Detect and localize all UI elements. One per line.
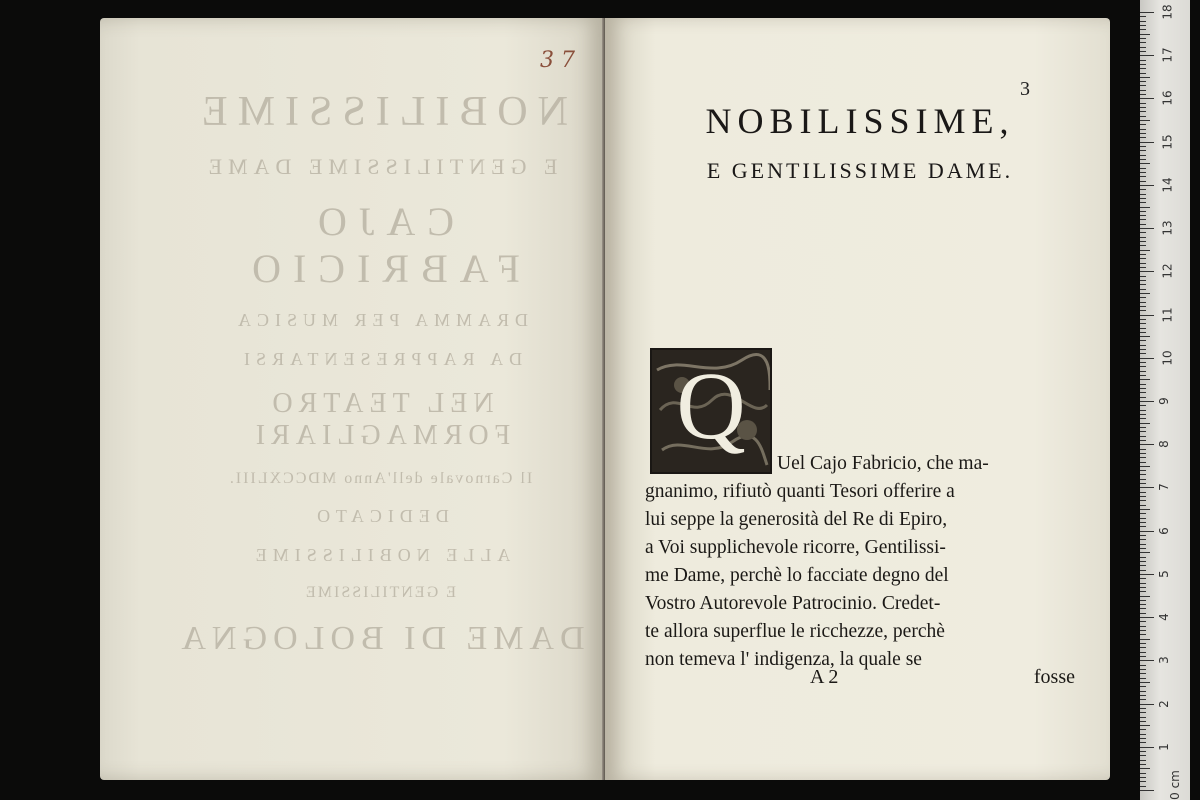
measurement-ruler bbox=[1140, 0, 1190, 800]
ghost-line: ALLE NOBILISSIME bbox=[249, 545, 511, 565]
ghost-line: DEDICATO bbox=[311, 506, 449, 526]
ruler-tick bbox=[1140, 656, 1146, 657]
ruler-tick bbox=[1140, 258, 1146, 259]
ruler-tick bbox=[1140, 738, 1146, 739]
ruler-tick bbox=[1140, 315, 1154, 316]
ruler-tick bbox=[1140, 708, 1146, 709]
ruler-tick bbox=[1140, 302, 1146, 303]
ruler-tick bbox=[1140, 211, 1146, 212]
ruler-tick bbox=[1140, 271, 1154, 272]
ruler-tick bbox=[1140, 583, 1146, 584]
ghost-line: DA RAPPRESENTARSI bbox=[237, 349, 523, 369]
ruler-number: 16 bbox=[1160, 90, 1175, 107]
ghost-line: NOBILISSIME bbox=[192, 89, 569, 135]
ruler-number: 1 bbox=[1156, 742, 1171, 751]
ruler-tick bbox=[1140, 544, 1146, 545]
ruler-tick bbox=[1140, 466, 1150, 467]
ruler-unit-label: 0 cm bbox=[1167, 770, 1182, 800]
ruler-tick bbox=[1140, 509, 1150, 510]
ruler-tick bbox=[1140, 202, 1146, 203]
ruler-tick bbox=[1140, 397, 1146, 398]
catchword: fosse bbox=[1033, 666, 1075, 688]
ruler-number: 15 bbox=[1160, 134, 1175, 150]
ruler-number: 14 bbox=[1160, 177, 1175, 193]
ruler-tick bbox=[1140, 280, 1146, 281]
ruler-tick bbox=[1140, 790, 1154, 791]
ruler-tick bbox=[1140, 21, 1146, 22]
ruler-number: 4 bbox=[1156, 613, 1171, 621]
dedication-heading: NOBILISSIME, bbox=[705, 101, 1015, 141]
ruler-tick bbox=[1140, 768, 1150, 769]
ruler-tick bbox=[1140, 604, 1146, 605]
ruler-tick bbox=[1140, 721, 1146, 722]
ruler-tick bbox=[1140, 176, 1146, 177]
initial-letter: Q bbox=[676, 352, 746, 459]
ruler-tick bbox=[1140, 155, 1146, 156]
ruler-tick bbox=[1140, 55, 1154, 56]
signature-mark: A 2 bbox=[810, 666, 839, 688]
ruler-tick bbox=[1140, 245, 1146, 246]
ruler-tick bbox=[1140, 185, 1154, 186]
ruler-tick bbox=[1140, 608, 1146, 609]
ruler-tick bbox=[1140, 137, 1146, 138]
ruler-tick bbox=[1140, 107, 1146, 108]
ruler-tick bbox=[1140, 181, 1146, 182]
ruler-number: 3 bbox=[1156, 656, 1171, 665]
ruler-number: 9 bbox=[1156, 397, 1171, 405]
ruler-tick bbox=[1140, 712, 1146, 713]
ghost-line: E GENTILISSIME DAME bbox=[202, 154, 558, 179]
ruler-number: 2 bbox=[1156, 699, 1171, 708]
ruler-tick bbox=[1140, 492, 1146, 493]
ruler-tick bbox=[1140, 431, 1146, 432]
ruler-tick bbox=[1140, 116, 1146, 117]
ruler-tick bbox=[1140, 596, 1150, 597]
ruler-tick bbox=[1140, 729, 1146, 730]
ruler-tick bbox=[1140, 345, 1146, 346]
ruler-tick bbox=[1140, 120, 1150, 121]
ruler-tick bbox=[1140, 38, 1146, 39]
ruler-tick bbox=[1140, 207, 1150, 208]
ruler-tick bbox=[1140, 51, 1146, 52]
ruler-tick bbox=[1140, 189, 1146, 190]
ruler-tick bbox=[1140, 557, 1146, 558]
body-line: me Dame, perchè lo facciate degno del bbox=[645, 565, 949, 586]
ruler-tick bbox=[1140, 634, 1146, 635]
ruler-tick bbox=[1140, 673, 1146, 674]
ruler-tick bbox=[1140, 578, 1146, 579]
ruler-tick bbox=[1140, 686, 1146, 687]
ruler-tick bbox=[1140, 150, 1146, 151]
dedication-subheading: E GENTILISSIME DAME. bbox=[706, 158, 1014, 183]
ruler-tick bbox=[1140, 73, 1146, 74]
ruler-tick bbox=[1140, 548, 1146, 549]
ruler-tick bbox=[1140, 691, 1146, 692]
ruler-tick bbox=[1140, 613, 1146, 614]
ruler-tick bbox=[1140, 410, 1146, 411]
ruler-tick bbox=[1140, 479, 1146, 480]
ruler-tick bbox=[1140, 639, 1150, 640]
ruler-tick bbox=[1140, 591, 1146, 592]
ruler-tick bbox=[1140, 332, 1146, 333]
ruler-tick bbox=[1140, 695, 1146, 696]
ruler-tick bbox=[1140, 699, 1146, 700]
ruler-tick bbox=[1140, 423, 1150, 424]
ruler-tick bbox=[1140, 228, 1154, 229]
ruler-number: 13 bbox=[1160, 220, 1175, 236]
ruler-tick bbox=[1140, 539, 1146, 540]
ruler-tick bbox=[1140, 660, 1154, 661]
ruler-tick bbox=[1140, 418, 1146, 419]
ruler-tick bbox=[1140, 483, 1146, 484]
ruler-tick bbox=[1140, 34, 1150, 35]
ruler-tick bbox=[1140, 64, 1146, 65]
ruler-tick bbox=[1140, 617, 1154, 618]
ruler-tick bbox=[1140, 522, 1146, 523]
ruler-tick bbox=[1140, 362, 1146, 363]
left-page bbox=[100, 18, 605, 780]
ruler-tick bbox=[1140, 232, 1146, 233]
body-line: gnanimo, rifiutò quanti Tesori offerire a bbox=[645, 481, 955, 502]
ruler-tick bbox=[1140, 643, 1146, 644]
ruler-tick bbox=[1140, 133, 1146, 134]
ruler-tick bbox=[1140, 284, 1146, 285]
ruler-tick bbox=[1140, 470, 1146, 471]
ruler-tick bbox=[1140, 310, 1146, 311]
ruler-tick bbox=[1140, 384, 1146, 385]
ruler-tick bbox=[1140, 81, 1146, 82]
ruler-tick bbox=[1140, 124, 1146, 125]
ruler-tick bbox=[1140, 16, 1146, 17]
body-line: a Voi supplichevole ricorre, Gentilissi- bbox=[645, 537, 946, 558]
ruler-tick bbox=[1140, 12, 1154, 13]
ruler-tick bbox=[1140, 600, 1146, 601]
ruler-tick bbox=[1140, 47, 1146, 48]
ruler-number: 5 bbox=[1156, 570, 1171, 578]
ruler-tick bbox=[1140, 250, 1150, 251]
ghost-line: DRAMMA PER MUSICA bbox=[231, 310, 529, 330]
dedication-body bbox=[645, 450, 1085, 674]
ruler-number: 7 bbox=[1156, 483, 1171, 492]
ruler-tick bbox=[1140, 652, 1146, 653]
ruler-tick bbox=[1140, 90, 1146, 91]
ruler-tick bbox=[1140, 786, 1146, 787]
ruler-tick bbox=[1140, 142, 1154, 143]
ruler-tick bbox=[1140, 323, 1146, 324]
ruler-tick bbox=[1140, 462, 1146, 463]
ruler-tick bbox=[1140, 129, 1146, 130]
ruler-tick bbox=[1140, 682, 1150, 683]
ruler-tick bbox=[1140, 297, 1146, 298]
ruler-number: 10 bbox=[1160, 350, 1175, 366]
ruler-tick bbox=[1140, 289, 1146, 290]
ruler-tick bbox=[1140, 436, 1146, 437]
ruler-tick bbox=[1140, 371, 1146, 372]
ruler-tick bbox=[1140, 552, 1150, 553]
ruler-tick bbox=[1140, 267, 1146, 268]
ruler-tick bbox=[1140, 77, 1150, 78]
ruler-tick bbox=[1140, 103, 1146, 104]
ruler-tick bbox=[1140, 444, 1154, 445]
ruler-tick bbox=[1140, 379, 1150, 380]
ruler-tick bbox=[1140, 647, 1146, 648]
ruler-tick bbox=[1140, 68, 1146, 69]
ruler-tick bbox=[1140, 276, 1146, 277]
ruler-tick bbox=[1140, 375, 1146, 376]
ruler-number: 17 bbox=[1160, 47, 1175, 63]
ruler-tick bbox=[1140, 513, 1146, 514]
ruler-tick bbox=[1140, 366, 1146, 367]
ruler-tick bbox=[1140, 665, 1146, 666]
ruler-tick bbox=[1140, 94, 1146, 95]
ruler-tick bbox=[1140, 85, 1146, 86]
ruler-tick bbox=[1140, 535, 1146, 536]
ruler-tick bbox=[1140, 747, 1154, 748]
body-line: Vostro Autorevole Patrocinio. Credet- bbox=[645, 593, 941, 614]
ruler-tick bbox=[1140, 349, 1146, 350]
ruler-number: 11 bbox=[1160, 306, 1175, 323]
ruler-tick bbox=[1140, 621, 1146, 622]
ruler-tick bbox=[1140, 453, 1146, 454]
body-line: non temeva l' indigenza, la quale se bbox=[645, 649, 922, 670]
ruler-tick bbox=[1140, 630, 1146, 631]
ruler-tick bbox=[1140, 219, 1146, 220]
ruler-number: 6 bbox=[1156, 526, 1171, 535]
ruler-tick bbox=[1140, 414, 1146, 415]
ruler-tick bbox=[1140, 163, 1150, 164]
page-number: 3 bbox=[1020, 78, 1030, 100]
ruler-tick bbox=[1140, 392, 1146, 393]
ruler-tick bbox=[1140, 198, 1146, 199]
ghost-line: E GENTILISSIME bbox=[304, 584, 456, 601]
ruler-tick bbox=[1140, 457, 1146, 458]
ruler-tick bbox=[1140, 755, 1146, 756]
ghost-line: NEL TEATRO FORMAGLIARI bbox=[249, 388, 511, 451]
ruler-tick bbox=[1140, 388, 1146, 389]
body-line: lui seppe la generosità del Re di Epiro, bbox=[645, 509, 948, 530]
ruler-tick bbox=[1140, 500, 1146, 501]
ruler-tick bbox=[1140, 328, 1146, 329]
ruler-tick bbox=[1140, 224, 1146, 225]
ruler-tick bbox=[1140, 353, 1146, 354]
ruler-tick bbox=[1140, 574, 1154, 575]
ruler-tick bbox=[1140, 60, 1146, 61]
ruler-tick bbox=[1140, 241, 1146, 242]
ruler-tick bbox=[1140, 98, 1154, 99]
ruler-number: 12 bbox=[1160, 263, 1175, 279]
ruler-tick bbox=[1140, 678, 1146, 679]
ruler-tick bbox=[1140, 764, 1146, 765]
ruler-tick bbox=[1140, 487, 1154, 488]
ruler-tick bbox=[1140, 172, 1146, 173]
ruler-tick bbox=[1140, 717, 1146, 718]
show-through-title-page bbox=[170, 88, 590, 676]
ruler-number: 8 bbox=[1156, 440, 1171, 449]
ruler-tick bbox=[1140, 427, 1146, 428]
ruler-tick bbox=[1140, 29, 1146, 30]
ruler-tick bbox=[1140, 626, 1146, 627]
ruler-tick bbox=[1140, 215, 1146, 216]
ruler-tick bbox=[1140, 449, 1146, 450]
ruler-tick bbox=[1140, 760, 1146, 761]
ruler-tick bbox=[1140, 669, 1146, 670]
ruler-tick bbox=[1140, 781, 1146, 782]
ruler-tick bbox=[1140, 773, 1146, 774]
ruler-tick bbox=[1140, 526, 1146, 527]
ruler-tick bbox=[1140, 340, 1146, 341]
body-line: Uel Cajo Fabricio, che ma- bbox=[777, 453, 989, 474]
ruler-tick bbox=[1140, 405, 1146, 406]
ruler-tick bbox=[1140, 42, 1146, 43]
ruler-tick bbox=[1140, 777, 1146, 778]
ghost-line: Il Carnovale dell'Anno MDCCXLIII. bbox=[227, 470, 533, 487]
ruler-tick bbox=[1140, 570, 1146, 571]
ruler-tick bbox=[1140, 319, 1146, 320]
ruler-tick bbox=[1140, 496, 1146, 497]
ruler-tick bbox=[1140, 358, 1154, 359]
ruler-tick bbox=[1140, 704, 1154, 705]
ruler-tick bbox=[1140, 751, 1146, 752]
ruler-tick bbox=[1140, 561, 1146, 562]
ruler-number: 18 bbox=[1160, 4, 1175, 20]
handwritten-folio-number: 3 7 bbox=[540, 48, 575, 73]
ruler-tick bbox=[1140, 742, 1146, 743]
ruler-tick bbox=[1140, 518, 1146, 519]
ruler-tick bbox=[1140, 254, 1146, 255]
ruler-tick bbox=[1140, 734, 1146, 735]
ruler-tick bbox=[1140, 263, 1146, 264]
ruler-tick bbox=[1140, 25, 1146, 26]
ruler-tick bbox=[1140, 401, 1154, 402]
right-page bbox=[605, 18, 1110, 780]
ruler-tick bbox=[1140, 168, 1146, 169]
body-line: te allora superflue le ricchezze, perchè bbox=[645, 621, 945, 642]
ruler-tick bbox=[1140, 146, 1146, 147]
ruler-tick bbox=[1140, 531, 1154, 532]
ruler-tick bbox=[1140, 293, 1150, 294]
ruler-tick bbox=[1140, 306, 1146, 307]
ruler-tick bbox=[1140, 159, 1146, 160]
ruler-tick bbox=[1140, 565, 1146, 566]
ruler-tick bbox=[1140, 725, 1150, 726]
ruler-tick bbox=[1140, 474, 1146, 475]
ruler-tick bbox=[1140, 237, 1146, 238]
ruler-tick bbox=[1140, 194, 1146, 195]
ruler-tick bbox=[1140, 111, 1146, 112]
ruler-tick bbox=[1140, 336, 1150, 337]
ruler-tick bbox=[1140, 505, 1146, 506]
ruler-tick bbox=[1140, 440, 1146, 441]
ghost-line: CAJO FABRICIO bbox=[240, 199, 520, 291]
ghost-line: DAME DI BOLOGNA bbox=[175, 620, 585, 657]
ruler-tick bbox=[1140, 587, 1146, 588]
open-book bbox=[100, 18, 1110, 780]
